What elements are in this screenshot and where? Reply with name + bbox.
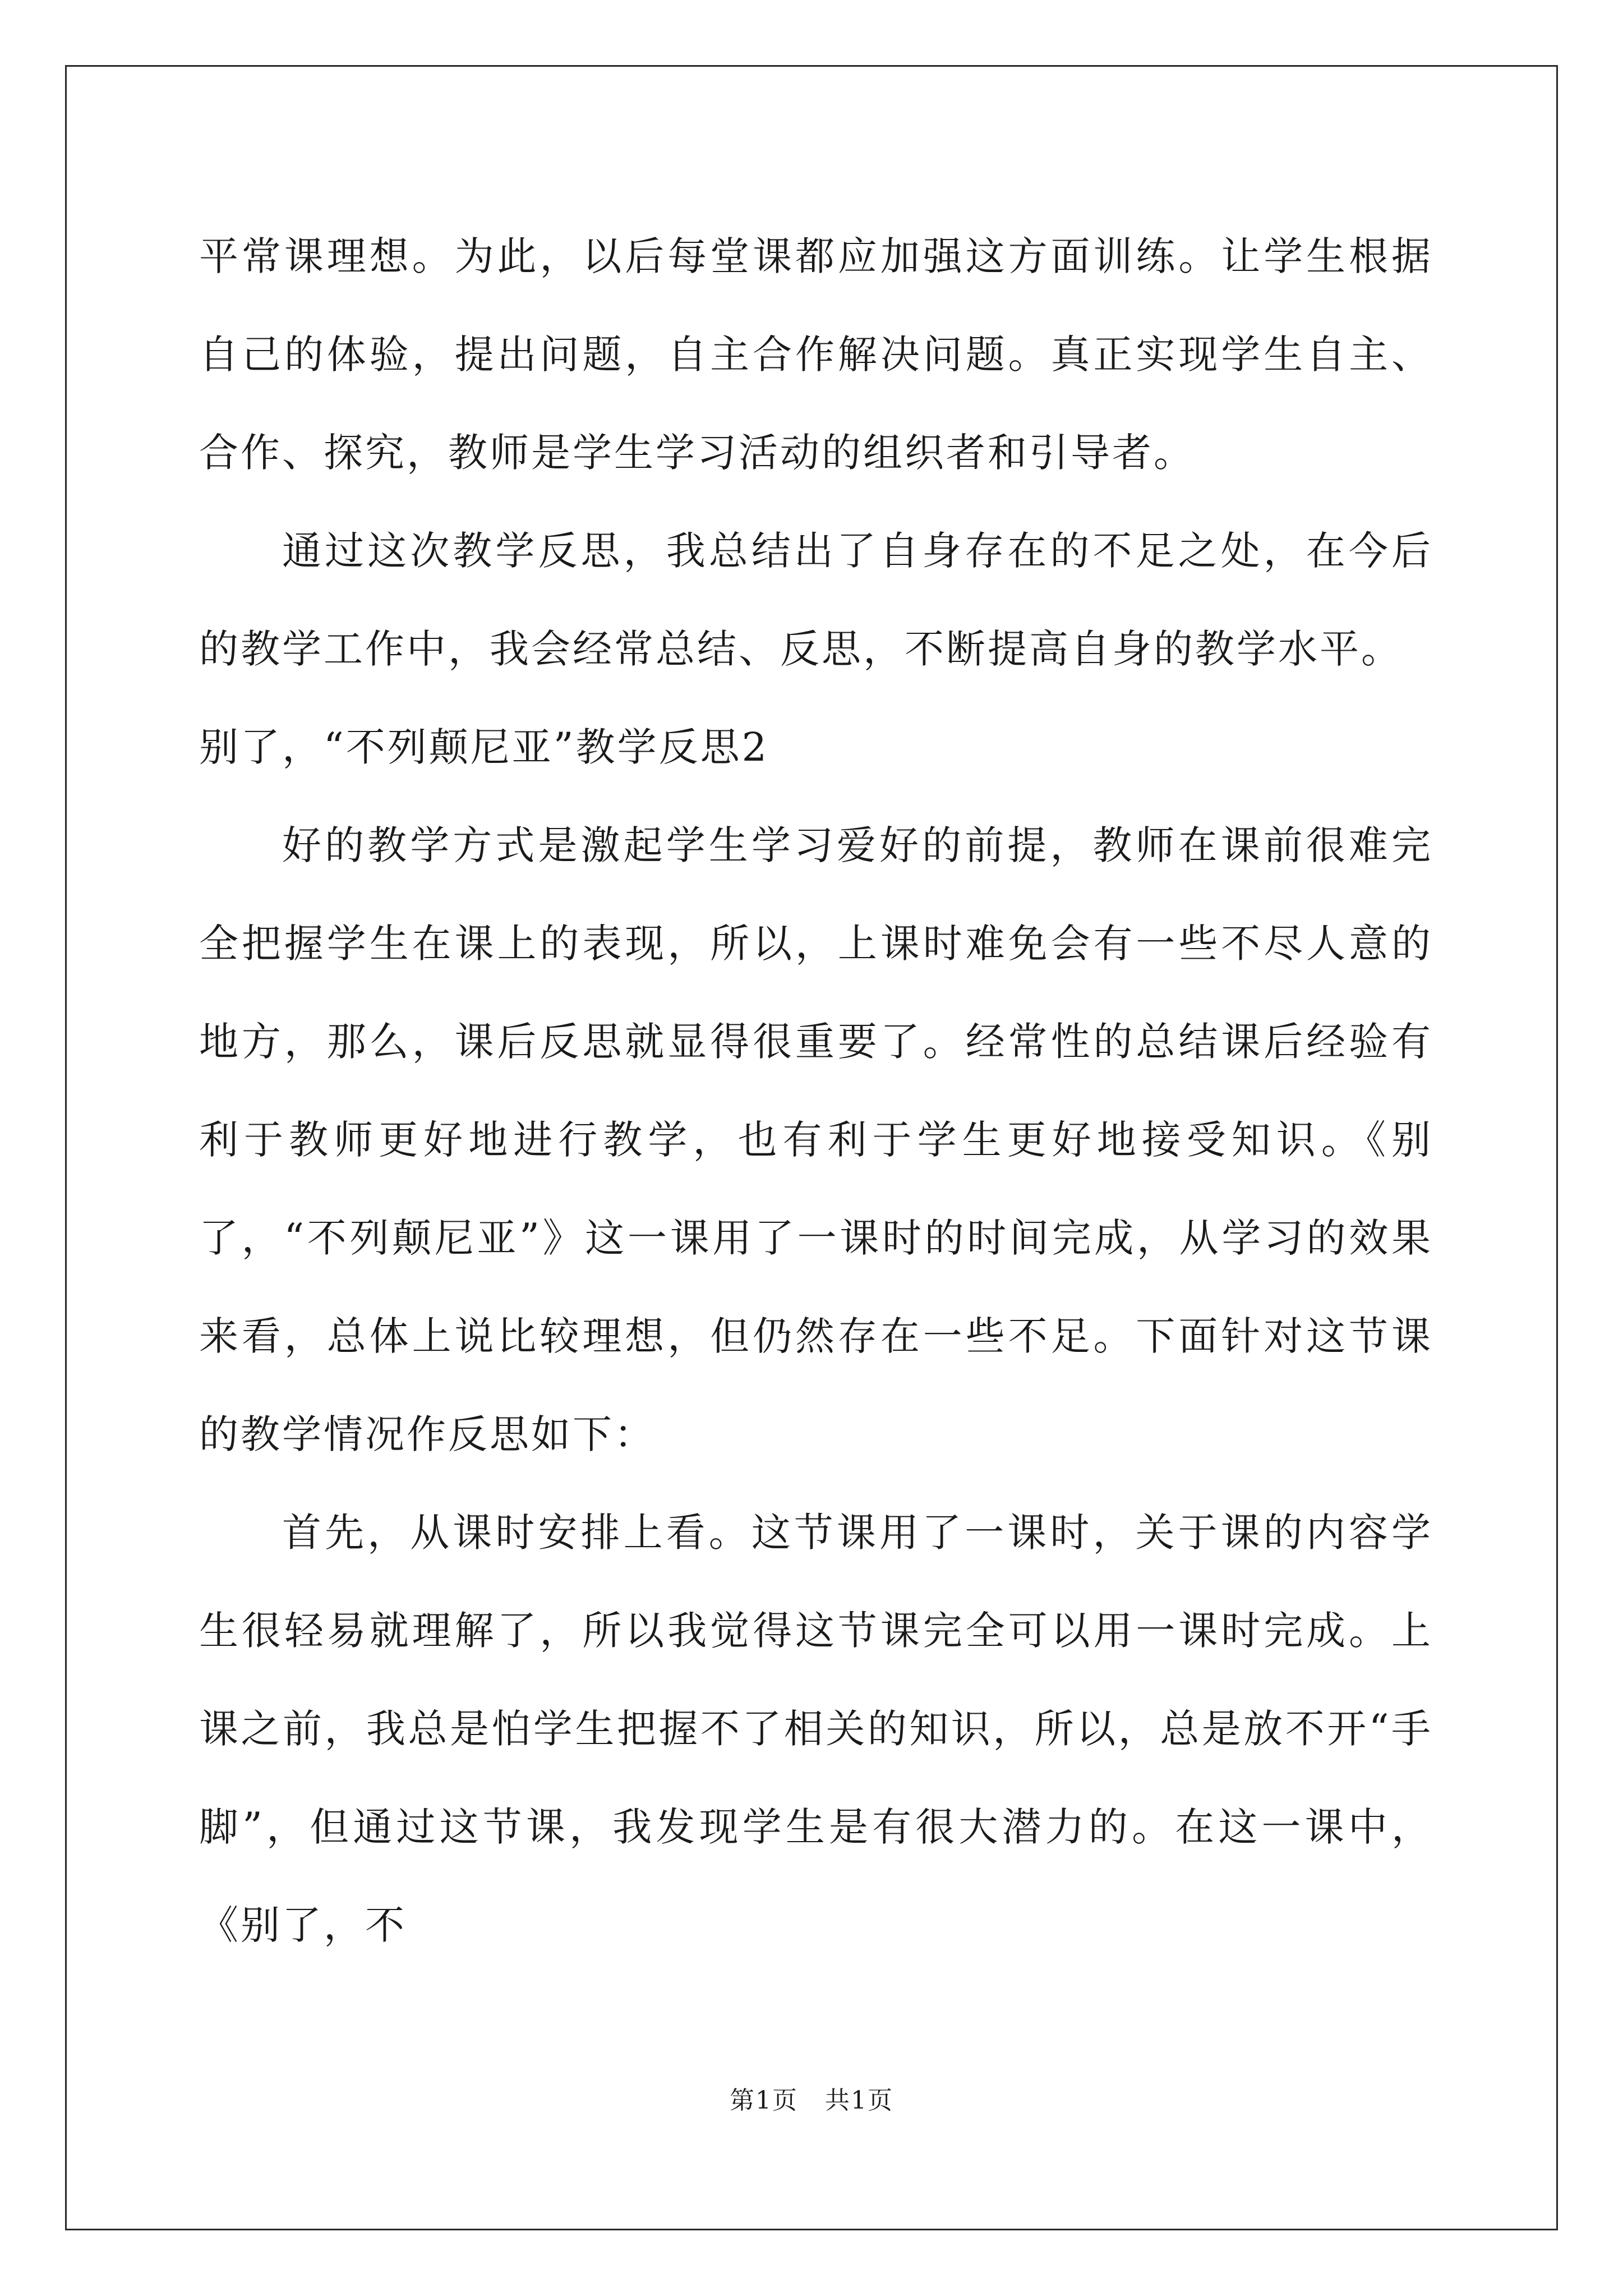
paragraph-1: 平常课理想。为此，以后每堂课都应加强这方面训练。让学生根据自己的体验，提出问题，自主合作解决问题。真正实现学生自主、合作、探究，教师是学生学习活动的组织者和引导者。 (199, 233, 1433, 476)
paragraph-4: 首先，从课时安排上看。这节课用了一课时，关于课的内容学生很轻易就理解了，所以我觉得这节课完全可以用一课时完成。上课之前，我总是怕学生把握不了相关的知识，所以，总是放不开“手脚”，但通过这节课，我发现学生是有很大潜力的。在这一课中，《别了，不 (199, 1510, 1433, 1948)
page-total: 共1页 (825, 2086, 893, 2115)
document-body (199, 208, 1433, 1975)
page-footer (0, 2084, 1623, 2118)
paragraph-2: 通过这次教学反思，我总结出了自身存在的不足之处，在今后的教学工作中，我会经常总结、反思，不断提高自身的教学水平。 (199, 528, 1433, 672)
page-number: 第1页 (730, 2086, 798, 2115)
section-heading: 别了，“不列颠尼亚”教学反思2 (199, 724, 769, 770)
paragraph-3: 好的教学方式是激起学生学习爱好的前提，教师在课前很难完全把握学生在课上的表现，所以，上课时难免会有一些不尽人意的地方，那么，课后反思就显得很重要了。经常性的总结课后经验有利于教师更好地进行教学，也有利于学生更好地接受知识。《别了，“不列颠尼亚”》这一课用了一课时的时间完成，从学习的效果来看，总体上说比较理想，但仍然存在一些不足。下面针对这节课的教学情况作反思如下： (199, 822, 1433, 1457)
